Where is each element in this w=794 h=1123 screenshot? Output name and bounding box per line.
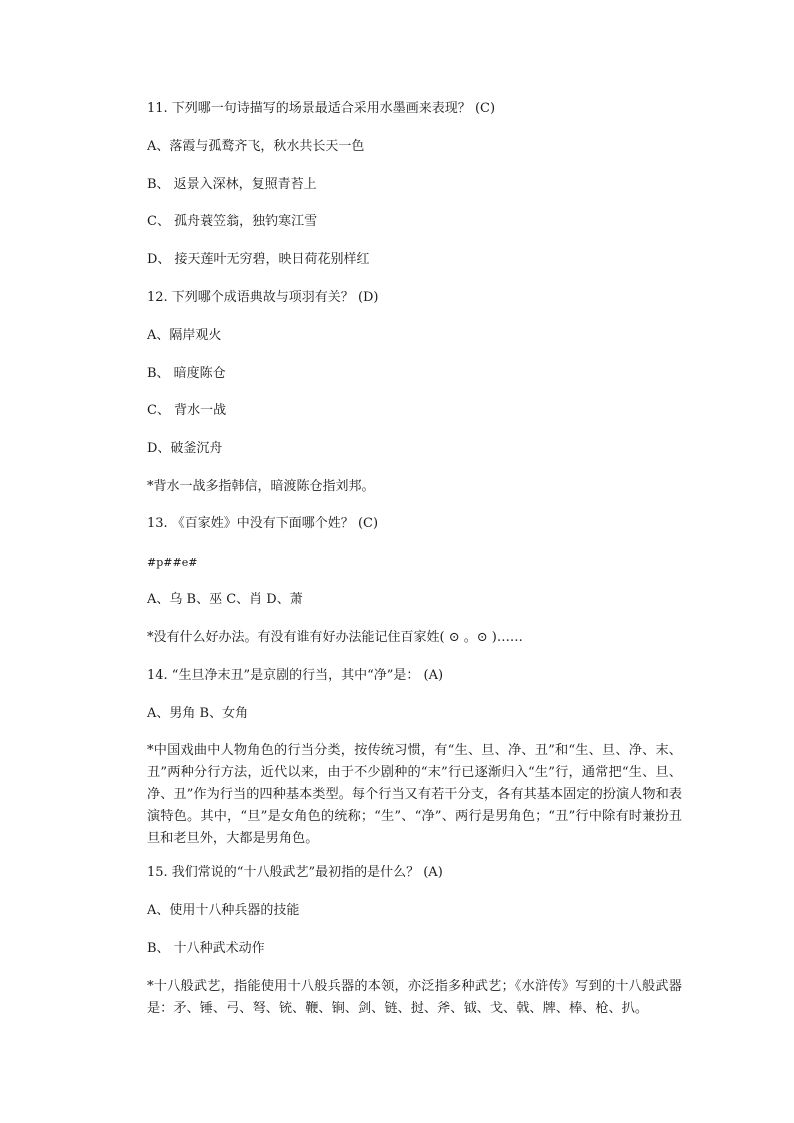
option-15-b: B、 十八种武术动作 [147,941,265,956]
option-12-c: C、 背水一战 [147,403,227,418]
option-12-a: A、隔岸观火 [147,328,222,343]
note-13: *没有什么好办法。有没有谁有好办法能记住百家姓( ⊙ 。⊙ )…… [147,630,523,645]
option-11-b: B、 返景入深林，复照青苔上 [147,177,317,192]
option-15-a: A、使用十八种兵器的技能 [147,903,300,918]
question-14: 14. “生旦净末丑”是京剧的行当，其中“净”是： (A) [147,668,444,683]
question-12: 12. 下列哪个成语典故与项羽有关？ (D) [147,290,379,305]
options-14: A、男角 B、女角 [147,706,249,721]
option-11-c: C、 孤舟蓑笠翁，独钓寒江雪 [147,214,318,229]
option-12-b: B、 暗度陈仓 [147,366,226,381]
note-15: *十八般武艺，指能使用十八般兵器的本领，亦泛指多种武艺；《水浒传》写到的十八般武器是：矛、锤、弓、弩、铳、鞭、锏、剑、链、挝、斧、钺、戈、戟、牌、棒、枪、扒。 [147,979,682,1016]
note-14: *中国戏曲中人物角色的行当分类，按传统习惯，有“生、旦、净、丑”和“生、旦、净、末、丑”两种分行方法，近代以来，由于不少剧种的“末”行已逐渐归入“生”行，通常把“生、旦、净、丑”作为行当的四种基本类型。每个行当又有若干分支，各有其基本固定的扮演人物和表演特色。其中，“旦”是女角色的统称；“生”、“净”、两行是男角色；“丑”行中除有时兼扮丑旦和老旦外，大都是男角色。 [147,743,682,846]
question-13: 13. 《百家姓》中没有下面哪个姓？ (C) [147,516,379,531]
marker-13: #p##e# [147,556,198,569]
option-11-a: A、落霞与孤鹜齐飞，秋水共长天一色 [147,139,365,154]
option-12-d: D、破釜沉舟 [147,441,223,456]
question-11: 11. 下列哪一句诗描写的场景最适合采用水墨画来表现？ (C) [147,101,496,116]
option-11-d: D、 接天莲叶无穷碧，映日荷花别样红 [147,252,370,267]
note-12: *背水一战多指韩信，暗渡陈仓指刘邦。 [147,479,375,494]
options-13: A、乌 B、巫 C、肖 D、萧 [147,592,303,607]
question-15: 15. 我们常说的“十八般武艺”最初指的是什么？ (A) [147,865,443,880]
